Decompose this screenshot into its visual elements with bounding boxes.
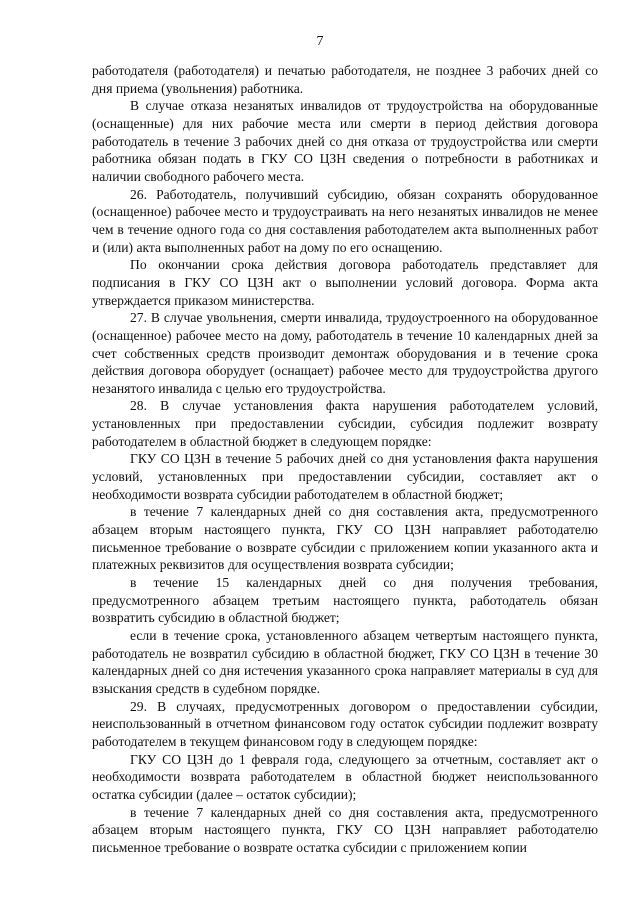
paragraph-29: 29. В случаях, предусмотренных договором о предоставлении субсидии, неиспользованный в отчетном финансовом году остаток субсидии подлежит возврату работодателем в текущем финансовом году в следующем порядке:: [92, 698, 598, 749]
paragraph-28: 28. В случае установления факта нарушения работодателем условий, установленных при предоставлении субсидии, субсидия подлежит возврату работодателем в областной бюджет в следующем порядке:: [92, 398, 598, 449]
paragraph-continuation: работодателя (работодателя) и печатью работодателя, не позднее 3 рабочих дней со дня приема (увольнения) работника.: [92, 63, 598, 96]
document-body: [92, 62, 598, 857]
paragraph-27: 27. В случае увольнения, смерти инвалида, трудоустроенного на оборудованное (оснащенное) рабочее место на дому, работодатель в течение 10 календарных дней за счет собственных средств производит демонтаж оборудования и в течение срока действия договора оборудует (оснащает) рабочее место для трудоустройства другого незанятого инвалида с целью его трудоустройства.: [92, 310, 598, 396]
paragraph-26: 26. Работодатель, получивший субсидию, обязан сохранять оборудованное (оснащенное) рабочее место и трудоустраивать на него незанятых инвалидов не менее чем в течение одного года со дня составления работодателем акта выполненных работ и (или) акта выполненных работ на дому по его оснащению.: [92, 186, 598, 255]
paragraph: если в течение срока, установленного абзацем четвертым настоящего пункта, работодатель не возвратил субсидию в областной бюджет, ГКУ СО ЦЗН в течение 30 календарных дней со дня истечения указанного срока направляет материалы в суд для взыскания средств в судебном порядке.: [92, 628, 598, 696]
paragraph: в течение 7 календарных дней со дня составления акта, предусмотренного абзацем вторым настоящего пункта, ГКУ СО ЦЗН направляет работодателю письменное требование о возврате субсидии с приложением копии указанного акта и платежных реквизитов для осуществления возврата субсидии;: [92, 504, 598, 573]
paragraph: ГКУ СО ЦЗН до 1 февраля года, следующего за отчетным, составляет акт о необходимости возврата работодателем в областной бюджет неиспользованного остатка субсидии (далее – остаток субсидии);: [92, 751, 598, 802]
page-number: 7: [316, 34, 324, 49]
paragraph: В случае отказа незанятых инвалидов от трудоустройства на оборудованные (оснащенные) для них рабочие места или смерти в период действия договора работодатель в течение 3 рабочих дней со дня отказа от трудоустройства или смерти работника обязан подать в ГКУ СО ЦЗН сведения о потребности в работниках и наличии свободного рабочего места.: [92, 98, 598, 184]
paragraph: ГКУ СО ЦЗН в течение 5 рабочих дней со дня установления факта нарушения условий, установленных при предоставлении субсидии, составляет акт о необходимости возврата субсидии работодателем в областной бюджет;: [92, 451, 598, 502]
paragraph: в течение 7 календарных дней со дня составления акта, предусмотренного абзацем вторым настоящего пункта, ГКУ СО ЦЗН направляет работодателю письменное требование о возврате остатка субсидии с приложением копии: [92, 804, 598, 855]
paragraph: По окончании срока действия договора работодатель представляет для подписания в ГКУ СО ЦЗН акт о выполнении условий договора. Форма акта утверждается приказом министерства.: [92, 257, 598, 308]
paragraph: в течение 15 календарных дней со дня получения требования, предусмотренного абзацем третьим настоящего пункта, работодатель обязан возвратить субсидию в областной бюджет;: [92, 575, 598, 626]
